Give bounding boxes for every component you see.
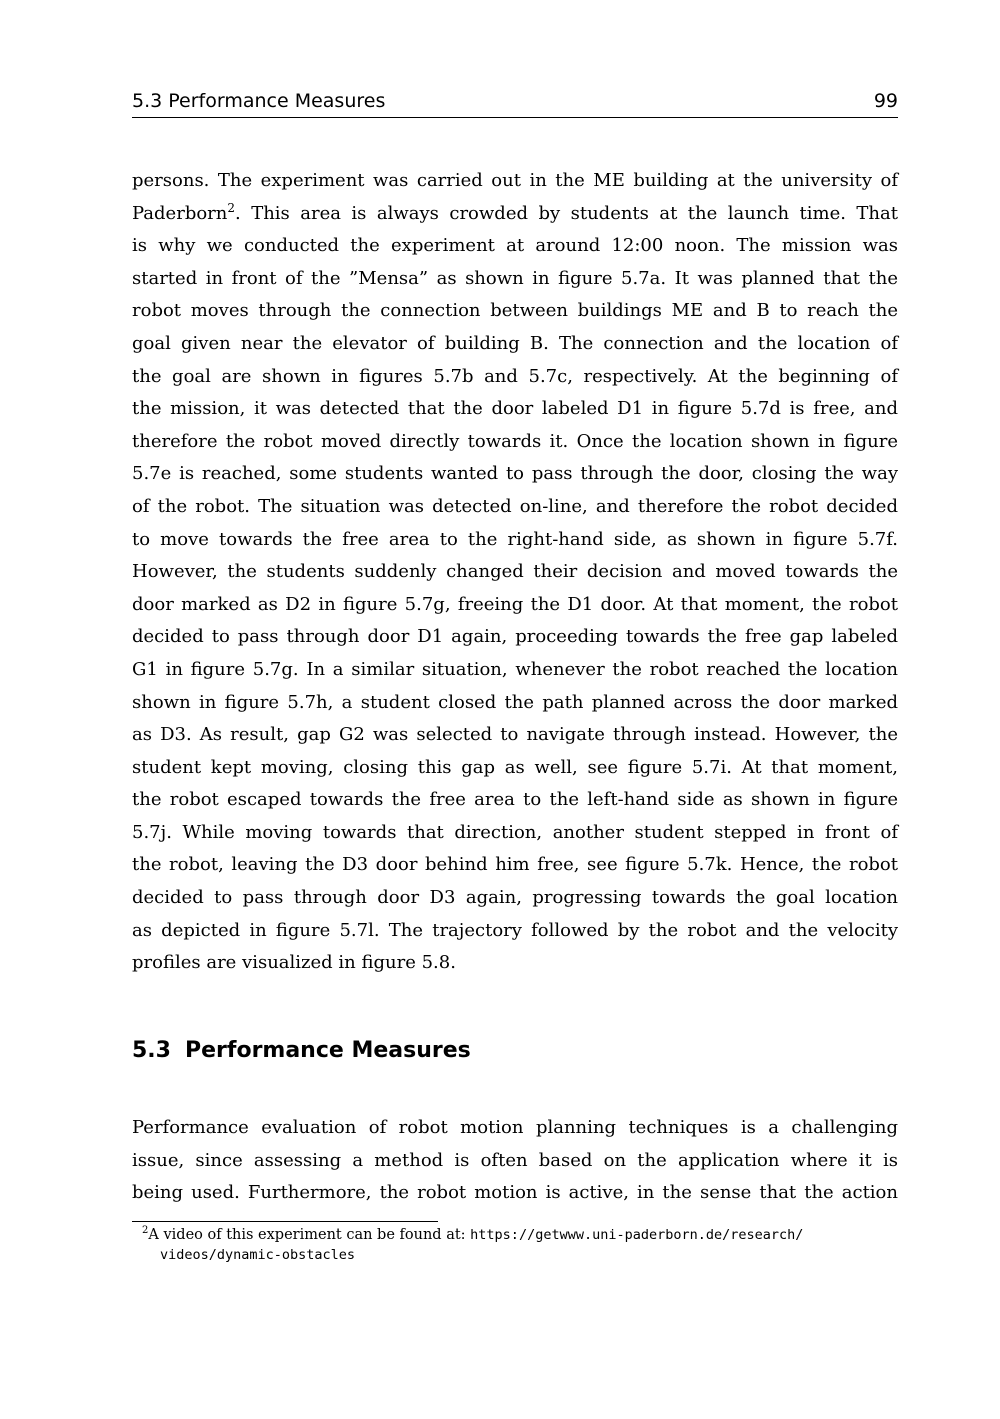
section-heading [132, 1038, 471, 1063]
body-paragraph-2 [132, 1112, 898, 1210]
paragraph-line: of the robot. The situation was detected on-line, and therefore the robot decided [132, 495, 898, 517]
paragraph-line: is why we conducted the experiment at around 12:00 noon. The mission was [132, 235, 898, 257]
paragraph-line: student kept moving, closing this gap as well, see figure 5.7i. At that moment, [132, 756, 898, 778]
paragraph-line: persons. The experiment was carried out in the ME building at the university of [132, 170, 898, 191]
paragraph-line: goal given near the elevator of building B. The connection and the location of [132, 332, 898, 354]
paragraph-line: door marked as D2 in figure 5.7g, freeing the D1 door. At that moment, the robot [132, 593, 898, 615]
paragraph-line: shown in figure 5.7h, a student closed the path planned across the door marked [132, 691, 898, 713]
paragraph-line: robot moves through the connection between buildings ME and B to reach the [132, 300, 898, 322]
footnote [132, 1226, 898, 1265]
paragraph-line: started in front of the ”Mensa” as shown in figure 5.7a. It was planned that the [132, 267, 898, 289]
paragraph-line: profiles are visualized in figure 5.8. [132, 952, 456, 974]
footnote-marker: 2 [142, 1225, 149, 1236]
paragraph-line: decided to pass through door D3 again, progressing towards the goal location [132, 887, 898, 909]
paragraph-line: being used. Furthermore, the robot motion is active, in the sense that the action [132, 1182, 898, 1204]
paragraph-line: the robot escaped towards the free area to the left-hand side as shown in figure [132, 789, 898, 811]
paragraph-line: G1 in figure 5.7g. In a similar situation, whenever the robot reached the location [132, 658, 898, 680]
section-number: 5.3 [132, 1038, 171, 1063]
paragraph-line: the goal are shown in figures 5.7b and 5.7c, respectively. At the beginning of [132, 365, 898, 387]
paragraph-line: the mission, it was detected that the door labeled D1 in figure 5.7d is free, and [132, 398, 898, 420]
header-section-title: 5.3 Performance Measures [132, 90, 386, 112]
paragraph-line: decided to pass through door D1 again, proceeding towards the free gap labeled [132, 626, 898, 648]
footnote-line [132, 1246, 898, 1266]
paragraph-line: 5.7e is reached, some students wanted to pass through the door, closing the way [132, 463, 898, 485]
running-header [132, 88, 898, 118]
paragraph-line: to move towards the free area to the right-hand side, as shown in figure 5.7f. [132, 528, 898, 550]
footnote-link[interactable]: https://getwww.uni-paderborn.de/research/ [470, 1227, 804, 1243]
section-title: Performance Measures [184, 1038, 471, 1063]
paragraph-line: as depicted in figure 5.7l. The trajectory followed by the robot and the velocity [132, 919, 898, 941]
footnote-divider [132, 1221, 438, 1222]
paragraph-line: However, the students suddenly changed their decision and moved towards the [132, 561, 898, 583]
paragraph-line: 5.7j. While moving towards that direction, another student stepped in front of [132, 821, 898, 843]
paragraph-line: Performance evaluation of robot motion planning techniques is a challenging [132, 1117, 898, 1138]
paragraph-line [132, 198, 898, 231]
paragraph-text: . This area is always crowded by students at the launch time. That [235, 202, 898, 224]
paragraph-line: as D3. As result, gap G2 was selected to navigate through instead. However, the [132, 724, 898, 746]
footnote-reference: 2 [227, 200, 236, 215]
header-page-number: 99 [873, 90, 898, 112]
paragraph-text: Paderborn [132, 202, 228, 224]
paragraph-line: the robot, leaving the D3 door behind him free, see figure 5.7k. Hence, the robot [132, 854, 898, 876]
paragraph-line: issue, since assessing a method is often based on the application where it is [132, 1149, 898, 1171]
body-paragraph-1 [132, 165, 898, 980]
paragraph-line: therefore the robot moved directly towards it. Once the location shown in figure [132, 430, 898, 452]
footnote-text: A video of this experiment can be found at: [148, 1227, 471, 1243]
footnote-line [132, 1226, 898, 1246]
footnote-link-continued[interactable]: videos/dynamic-obstacles [160, 1246, 356, 1263]
